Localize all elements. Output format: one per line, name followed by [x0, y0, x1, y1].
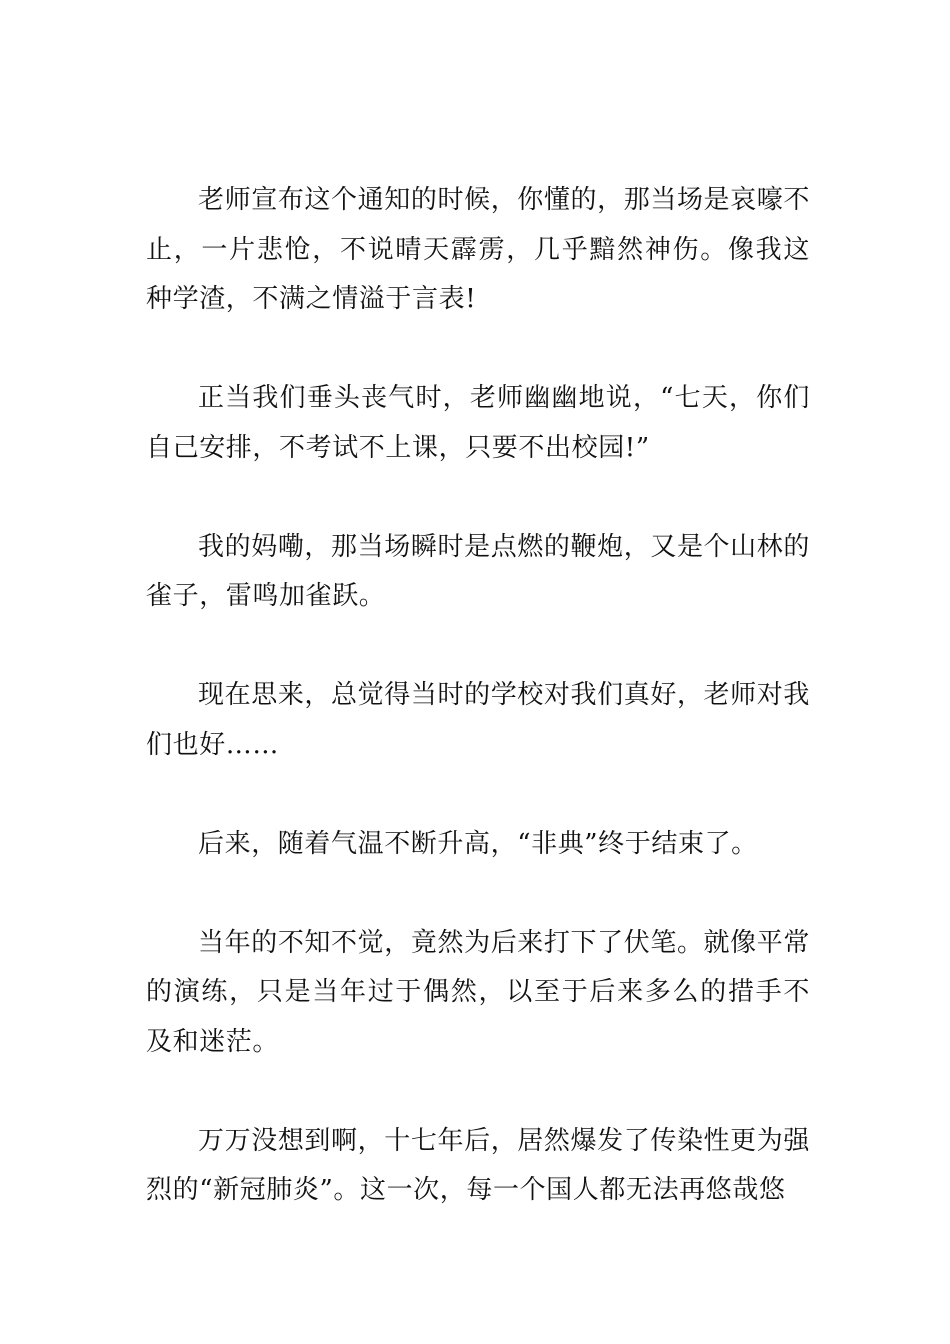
paragraph-3: 我的妈嘞，那当场瞬时是点燃的鞭炮，又是个山林的雀子，雷鸣加雀跃。: [146, 531, 810, 611]
paragraph-1: 老师宣布这个通知的时候，你懂的，那当场是哀嚎不止，一片悲怆，不说晴天霹雳，几乎黯然神伤。像我这种学渣，不满之情溢于言表!: [146, 185, 810, 314]
paragraph-2: 正当我们垂头丧气时，老师幽幽地说，“七天，你们自己安排，不考试不上课，只要不出校园!”: [146, 383, 810, 463]
paragraph-4: 现在思来，总觉得当时的学校对我们真好，老师对我们也好……: [146, 680, 810, 760]
paragraph-5: 后来，随着气温不断升高，“非典”终于结束了。: [198, 828, 758, 859]
paragraph-6: 当年的不知不觉，竟然为后来打下了伏笔。就像平常的演练，只是当年过于偶然，以至于后来多么的措手不及和迷茫。: [146, 927, 810, 1057]
paragraph-7: 万万没想到啊，十七年后，居然爆发了传染性更为强烈的“新冠肺炎”。这一次，每一个国人都无法再悠哉悠: [146, 1125, 810, 1205]
document-body: [146, 176, 810, 1265]
